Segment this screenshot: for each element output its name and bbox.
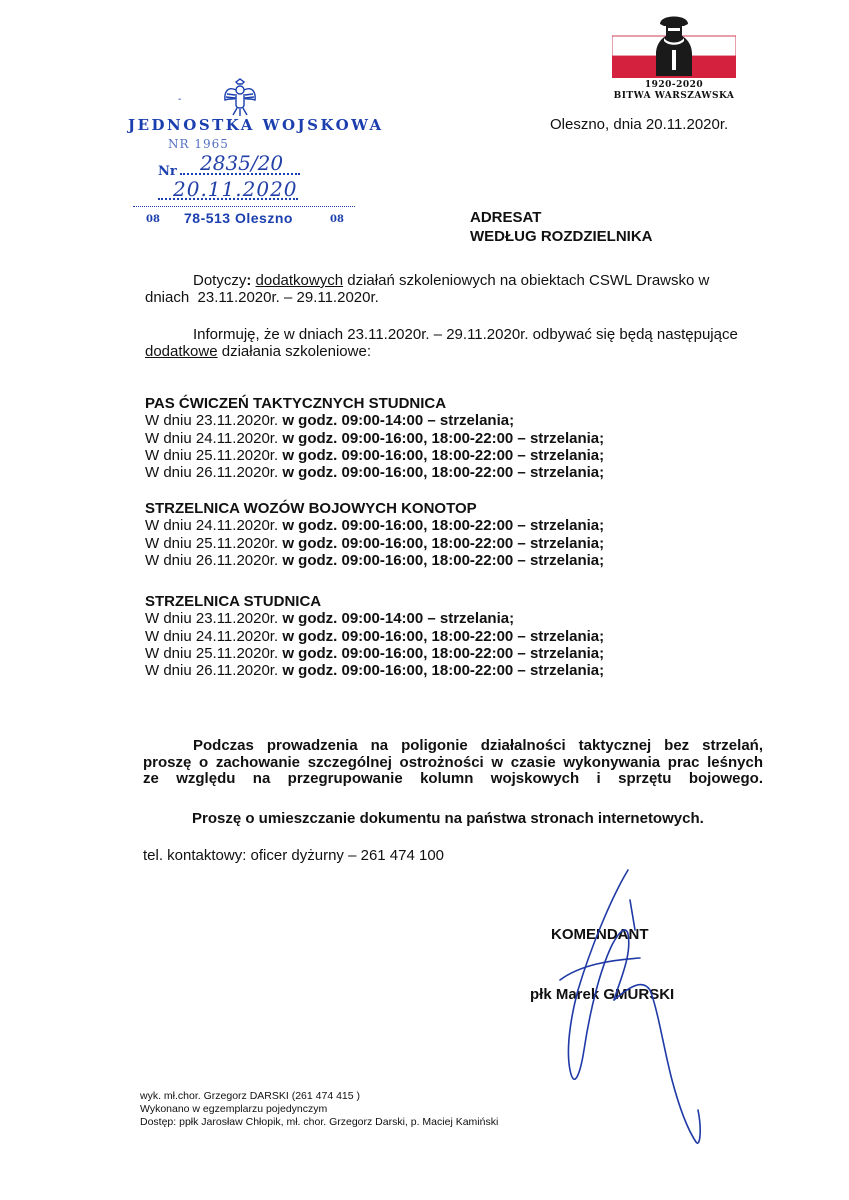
schedule-row	[145, 447, 785, 464]
schedule-row	[145, 535, 785, 552]
logo-title: BITWA WARSZAWSKA	[613, 91, 735, 101]
row-hours: w godz. 09:00-16:00, 18:00-22:00 – strzelania;	[282, 517, 605, 535]
notice-line-3: ze względu na przegrupowanie kolumn wojskowych i sprzętu bojowego.	[143, 770, 763, 787]
section-konotop	[145, 500, 785, 569]
schedule-row	[145, 628, 785, 645]
row-hours: w godz. 09:00-16:00, 18:00-22:00 – strzelania;	[282, 627, 605, 645]
stamp-mark: -	[178, 94, 182, 105]
row-date: W dniu 26.11.2020r.	[145, 662, 283, 680]
row-date: W dniu 26.11.2020r.	[145, 464, 283, 482]
row-hours: w godz. 09:00-14:00 – strzelania;	[282, 412, 515, 430]
schedule-row	[145, 645, 785, 662]
subject-line-2: dniach 23.11.2020r. – 29.11.2020r.	[145, 289, 379, 306]
bitwa-warszawska-logo	[612, 14, 736, 85]
row-date: W dniu 23.11.2020r.	[145, 412, 283, 430]
stamp-unit-number: NR 1965	[168, 137, 229, 151]
stamp-nr-label: Nr	[158, 164, 177, 179]
schedule-row	[145, 412, 785, 429]
row-date: W dniu 24.11.2020r.	[145, 429, 283, 447]
info-line-1: Informuję, że w dniach 23.11.2020r. – 29.11.2020r. odbywać się będą następujące	[193, 326, 738, 343]
commander-name: płk Marek GMURSKI	[530, 986, 675, 1003]
stamp-address: 78-513 Oleszno	[184, 210, 293, 226]
stamp-ref-number: 2835/20	[200, 151, 284, 175]
subject-rest: działań szkoleniowych na obiektach CSWL Drawsko w	[343, 272, 710, 289]
stamp-edge-right: 08	[330, 214, 344, 225]
handwritten-signature	[540, 860, 720, 1155]
footer-notes	[140, 1090, 498, 1129]
row-hours: w godz. 09:00-16:00, 18:00-22:00 – strzelania;	[282, 464, 605, 482]
schedule-row	[145, 464, 785, 481]
section-title: PAS ĆWICZEŃ TAKTYCZNYCH STUDNICA	[145, 395, 447, 412]
contact-phone: tel. kontaktowy: oficer dyżurny – 261 474 100	[143, 847, 445, 864]
notice-paragraph	[143, 738, 763, 788]
commander-title: KOMENDANT	[551, 926, 649, 943]
schedule-row	[145, 662, 785, 679]
notice-line-1: Podczas prowadzenia na poligonie działalności taktycznej bez strzelań,	[193, 737, 763, 754]
row-hours: w godz. 09:00-14:00 – strzelania;	[282, 610, 515, 628]
schedule-row	[145, 610, 785, 627]
schedule-row	[145, 430, 785, 447]
row-hours: w godz. 09:00-16:00, 18:00-22:00 – strzelania;	[282, 551, 605, 569]
stamp-unit-name: JEDNOSTKA WOJSKOWA	[128, 116, 384, 134]
section-title: STRZELNICA WOZÓW BOJOWYCH KONOTOP	[145, 500, 477, 517]
request-text: Proszę o umieszczanie dokumentu na państwa stronach internetowych.	[192, 810, 704, 827]
section-strzelnica-studnica	[145, 593, 785, 679]
row-hours: w godz. 09:00-16:00, 18:00-22:00 – strzelania;	[282, 534, 605, 552]
place-date: Oleszno, dnia 20.11.2020r.	[550, 116, 729, 133]
row-date: W dniu 25.11.2020r.	[145, 446, 283, 464]
row-hours: w godz. 09:00-16:00, 18:00-22:00 – strzelania;	[282, 644, 605, 662]
notice-line-2: proszę o zachowanie szczególnej ostrożności w czasie wykonywania prac leśnych	[143, 753, 763, 771]
subject-paragraph	[145, 272, 765, 306]
info-line-2-rest: działania szkoleniowe:	[217, 343, 371, 360]
row-date: W dniu 24.11.2020r.	[145, 627, 283, 645]
logo-caption	[612, 80, 736, 102]
info-underlined-word: dodatkowe	[145, 343, 218, 360]
row-hours: w godz. 09:00-16:00, 18:00-22:00 – strzelania;	[282, 662, 605, 680]
footer-line-1: wyk. mł.chor. Grzegorz DARSKI (261 474 415 )	[140, 1090, 361, 1102]
row-date: W dniu 23.11.2020r.	[145, 610, 283, 628]
stamp-date: 20.11.2020	[173, 177, 298, 201]
addressee-block	[470, 208, 652, 246]
row-date: W dniu 26.11.2020r.	[145, 551, 283, 569]
subject-underlined-word: dodatkowych	[255, 272, 344, 289]
schedule-row	[145, 552, 785, 569]
schedule-row	[145, 517, 785, 534]
info-paragraph	[145, 326, 785, 360]
row-hours: w godz. 09:00-16:00, 18:00-22:00 – strzelania;	[282, 446, 605, 464]
stamp-bottom-line	[133, 206, 355, 207]
logo-years: 1920-2020	[644, 80, 704, 90]
subject-colon: :	[246, 272, 252, 289]
footer-line-3: Dostęp: ppłk Jarosław Chłopik, mł. chor. Grzegorz Darski, p. Maciej Kamiński	[140, 1116, 499, 1128]
row-date: W dniu 25.11.2020r.	[145, 644, 283, 662]
row-date: W dniu 24.11.2020r.	[145, 517, 283, 535]
footer-line-2: Wykonano w egzemplarzu pojedynczym	[140, 1103, 328, 1115]
addressee-line-2: WEDŁUG ROZDZIELNIKA	[470, 228, 653, 245]
section-pas-cwiczen	[145, 395, 785, 481]
row-date: W dniu 25.11.2020r.	[145, 534, 283, 552]
section-title: STRZELNICA STUDNICA	[145, 593, 322, 610]
addressee-line-1: ADRESAT	[470, 209, 542, 226]
subject-label: Dotyczy	[193, 272, 247, 289]
stamp-edge-left: 08	[146, 214, 160, 225]
row-hours: w godz. 09:00-16:00, 18:00-22:00 – strzelania;	[282, 429, 605, 447]
